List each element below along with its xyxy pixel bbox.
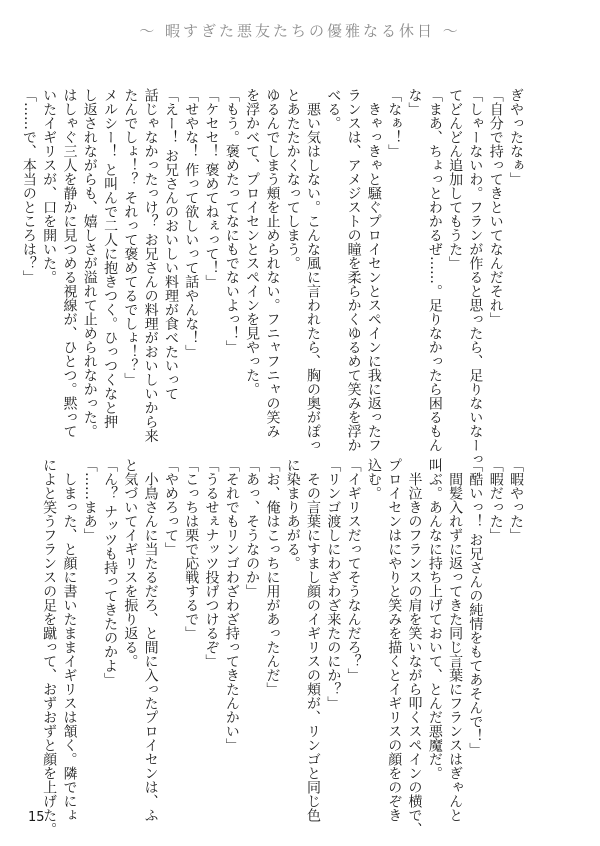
text-line: 「ケセセ！ 褒めてねぇって！」: [203, 88, 220, 289]
text-line: とあたたかくなってしまう。: [284, 88, 301, 270]
text-line: し返されながらも、嬉しさが溢れて止められなかった。: [81, 88, 98, 438]
text-line: ランスは、アメジストの瞳を柔らかくゆるめて笑みを浮か: [345, 88, 362, 452]
text-line: 「ん？ ナッツも持ってきたのかよ」: [102, 458, 119, 687]
text-line: を浮かべて、プロイセンとスペインを見やった。: [244, 88, 261, 396]
text-line: 「暇だった」: [487, 458, 504, 542]
running-header: 〜 暇すぎた悪友たちの優雅なる休日 〜: [139, 22, 461, 40]
text-line: いたイギリスが、口を開いた。: [41, 88, 58, 284]
text-line: メルシー！ と叫んで二人に抱きつく。ひっつくなと押: [102, 88, 119, 429]
text-line: 「イギリスだってそうなんだろ？」: [345, 458, 362, 682]
text-line: 「もう。褒めたってなにもでないよっ！」: [223, 88, 240, 354]
text-line: プロイセンはにやりと笑みを描くとイギリスの顔をのぞき: [386, 458, 403, 822]
text-line: 話じゃなかったっけ？ お兄さんの料理がおいしいから来: [142, 88, 159, 443]
text-line: 「……まあ」: [81, 458, 98, 542]
text-block-lower: [41, 458, 526, 836]
text-line: 「やめろって」: [162, 458, 179, 556]
text-line: 「まあ、ちょっとわかるぜ……。足りなかったら困るもん: [426, 88, 443, 452]
text-line: 「お、俺はこっちに用があったんだ」: [264, 458, 281, 696]
text-line: 「えー！ お兄さんのおいしい料理が食べたいって: [162, 88, 179, 401]
text-line: てどんどん追加してもうた」: [447, 88, 464, 270]
text-line: たんでしょ！？ それって褒めてるでしょ！？」: [122, 88, 139, 387]
text-line: 「……で、本当のところは？」: [20, 88, 37, 284]
text-line: 「それでもリンゴわざわざ持ってきたんかい」: [223, 458, 240, 752]
text-line: に染まりあがる。: [284, 458, 301, 570]
text-line: べる。: [325, 88, 342, 130]
text-line: によと笑うフランスの足を蹴って、おずおずと顔を上げた。: [41, 458, 58, 836]
page-number: 15: [28, 810, 45, 825]
text-line: 叫ぶ。あんなに持ち上げておいて、とんだ悪魔だ。: [426, 458, 443, 780]
text-line: 「暇やった」: [508, 458, 524, 542]
text-line: ぎやったなぁ」: [508, 88, 524, 186]
text-line: 「あっ、そうなのか」: [244, 458, 261, 598]
text-block-upper: [20, 88, 526, 466]
text-line: しまった、と顔に書いたままイギリスは頷く。隣でにょ: [61, 458, 78, 822]
text-line: はしゃぐ三人を静かに見つめる視線が、ひとつ。黙って: [61, 88, 78, 438]
text-line: 「リンゴ渡しにわざわざ来たのにか？」: [325, 458, 342, 710]
text-line: 「こっちは栗で応戦するで」: [183, 458, 200, 640]
text-line: な」: [406, 88, 423, 116]
text-line: と気づいてイギリスを振り返る。: [122, 458, 139, 668]
text-line: ゆるんでしまう頬を止められない。フニャフニャの笑み: [264, 88, 281, 438]
text-line: 「せやな！ 作って欲しいって話やんな！」: [183, 88, 200, 359]
text-line: 込む。: [365, 458, 382, 500]
text-line: 「しゃーないわ。フランが作ると思ったら、足りないなーっ: [467, 88, 484, 466]
text-line: 「酷いっ！ お兄さんの純情をもてあそんで！」: [467, 458, 484, 757]
text-line: 半泣きのフランスの肩を笑いながら叩くスペインの横で、: [406, 458, 423, 836]
text-line: その言葉にすまし顔のイギリスの頬が、リンゴと同じ色: [305, 458, 322, 822]
text-line: 小鳥さんに当たるだろ、と間に入ったプロイセンは、ふ: [142, 458, 159, 822]
text-line: 悪い気はしない。こんな風に言われたら、胸の奥がぽっ: [305, 88, 322, 452]
text-line: 「自分で持ってきといてなんだそれ」: [487, 88, 504, 326]
text-line: 「なぁ！」: [386, 88, 403, 158]
text-line: きゃっきゃと騒ぐプロイセンとスペインに我に返ったフ: [365, 88, 382, 452]
text-line: 間髪入れずに返ってきた同じ言葉にフランスはぎゃんと: [447, 458, 464, 822]
text-line: 「うるせぇナッツ投げつけるぞ」: [203, 458, 220, 668]
